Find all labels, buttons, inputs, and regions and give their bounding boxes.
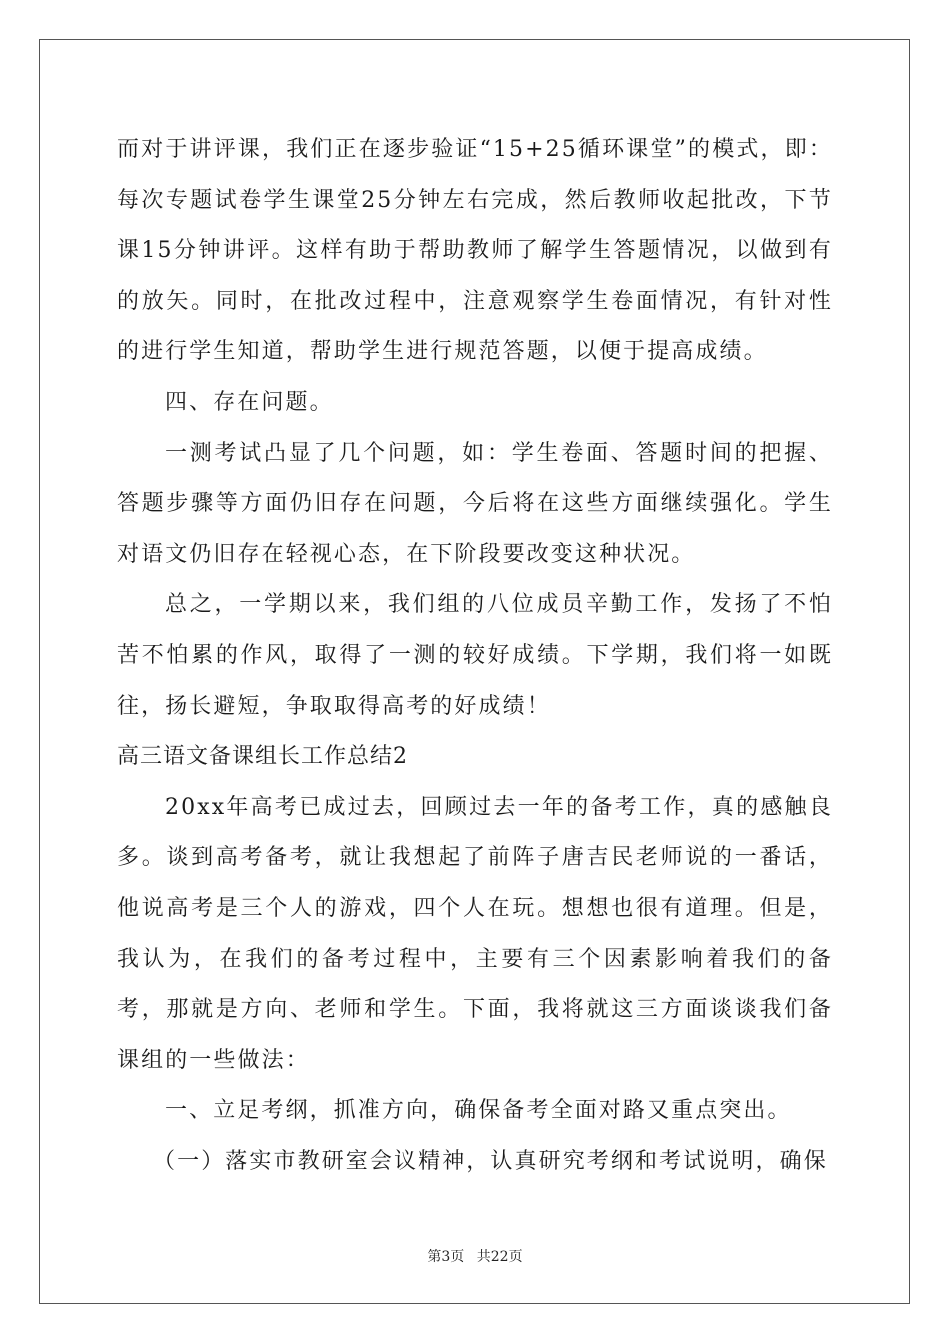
total-pages: 共22页 (476, 1249, 523, 1265)
paragraph: 总之，一学期以来，我们组的八位成员辛勤工作，发扬了不怕苦不怕累的作风，取得了一测的较好成绩。下学期，我们将一如既往，扬长避短，争取取得高考的好成绩！ (117, 592, 833, 719)
page-footer (0, 1246, 950, 1266)
document-title: 高三语文备课组长工作总结2 (117, 744, 408, 770)
paragraph: 一测考试凸显了几个问题，如：学生卷面、答题时间的把握、答题步骤等方面仍旧存在问题，今后将在这些方面继续强化。学生对语文仍旧存在轻视心态，在下阶段要改变这种状况。 (117, 440, 833, 567)
page-number: 第3页 (427, 1249, 465, 1265)
section-heading: 一、立足考纲，抓准方向，确保备考全面对路又重点突出。 (165, 1098, 792, 1124)
section-heading: 四、存在问题。 (165, 389, 334, 415)
subsection-heading: （一）落实市教研室会议精神，认真研究考纲和考试说明，确保 (153, 1148, 828, 1174)
document-body (117, 125, 833, 1187)
paragraph: 20xx年高考已成过去，回顾过去一年的备考工作，真的感触良多。谈到高考备考，就让我想起了前阵子唐吉民老师说的一番话，他说高考是三个人的游戏，四个人在玩。想想也很有道理。但是，我认为，在我们的备考过程中，主要有三个因素影响着我们的备考，那就是方向、老师和学生。下面，我将就这三方面谈谈我们备课组的一些做法： (117, 794, 833, 1073)
paragraph: 而对于讲评课，我们正在逐步验证“15+25循环课堂”的模式，即：每次专题试卷学生课堂25分钟左右完成，然后教师收起批改，下节课15分钟讲评。这样有助于帮助教师了解学生答题情况，以做到有的放矢。同时，在批改过程中，注意观察学生卷面情况，有针对性的进行学生知道，帮助学生进行规范答题，以便于提高成绩。 (117, 137, 833, 365)
